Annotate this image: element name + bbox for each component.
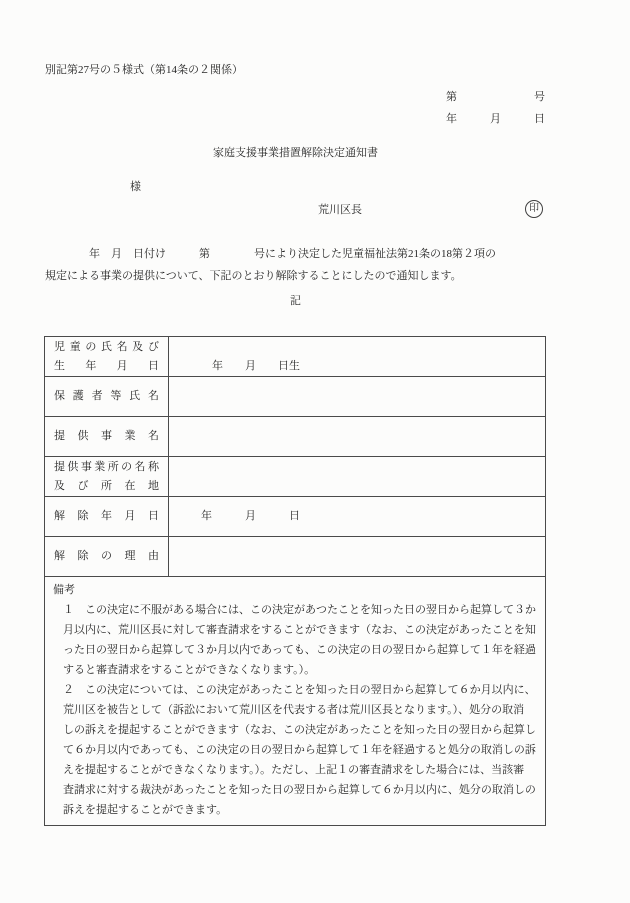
- text-line: 訴えを提起することができます。: [63, 804, 228, 816]
- remark-item-2: [53, 680, 537, 820]
- text-line: すると審査請求をすることができなくなります。）。: [63, 664, 316, 676]
- remarks-section: [45, 577, 545, 825]
- doc-number-line: 第 号: [446, 91, 545, 103]
- value-line: 年 月 日生: [179, 359, 300, 372]
- doc-number-block: [45, 86, 546, 130]
- value-provider-name-address: [169, 457, 545, 496]
- label-service-name: [45, 417, 169, 456]
- value-cancellation-date: [169, 497, 545, 536]
- text-line: しの訴えを提起することができます（なお、この決定があったことを知った日の翌日から起算し: [63, 724, 536, 736]
- value-cancellation-reason: [169, 537, 545, 576]
- label-guardian-name: [45, 377, 169, 416]
- issuer-name: 荒川区長: [318, 204, 362, 216]
- text-line: 年 月 日付け 第 号により決定した児童福祉法第21条の18第２項の: [45, 248, 496, 260]
- table-row-cancellation-date: [45, 497, 545, 537]
- text-line: １ この決定に不服がある場合には、この決定があつたことを知った日の翌日から起算して３か: [63, 604, 536, 616]
- form-code: 別記第27号の５様式（第14条の２関係）: [45, 64, 243, 76]
- sender-row: [45, 200, 546, 220]
- label-line: 保 護 者 等 氏 名: [54, 390, 159, 402]
- seal-icon: 印: [525, 200, 543, 218]
- table-row-guardian-name: [45, 377, 545, 417]
- doc-date-line: 年 月 日: [446, 113, 545, 125]
- label-line: 及 び 所 在 地: [54, 479, 159, 492]
- label-child-name-dob: [45, 337, 169, 376]
- addressee-honorific: 様: [130, 181, 141, 193]
- label-cancellation-date: [45, 497, 169, 536]
- label-line: 解 除 年 月 日: [54, 510, 159, 522]
- value-child-name-dob: [169, 337, 545, 376]
- value-guardian-name: [169, 377, 545, 416]
- text-line: 月以内に、荒川区長に対して審査請求をすることができます（なお、この決定があったことを知: [63, 624, 536, 636]
- value-line: [179, 387, 535, 406]
- text-line: った日の翌日から起算して３か月以内であっても、この決定の日の翌日から起算して１年を経過: [63, 644, 536, 656]
- label-line: 提 供 事 業 名: [54, 430, 159, 442]
- label-line: 児 童 の 氏 名 及 び: [54, 340, 159, 353]
- details-table: [44, 336, 546, 826]
- document-title: 家庭支援事業措置解除決定通知書: [213, 147, 378, 159]
- text-line: ２ この決定については、この決定があったことを知った日の翌日から起算して６か月以内に、: [63, 684, 536, 696]
- text-line: 荒川区を被告として（訴訟において荒川区を代表する者は荒川区長となります。）、処分の取消: [63, 704, 525, 716]
- table-row-child-name-dob: [45, 337, 545, 377]
- ki-marker: 記: [290, 295, 301, 307]
- value-service-name: [169, 417, 545, 456]
- value-line: [179, 547, 535, 566]
- table-row-provider-name-address: [45, 457, 545, 497]
- label-provider-name-address: [45, 457, 169, 496]
- document-content: [45, 0, 546, 826]
- text-line: 規定による事業の提供について、下記のとおり解除することにしたので通知します。: [45, 270, 462, 282]
- value-line: 年 月 日: [179, 510, 300, 522]
- label-line: 解 除 の 理 由: [54, 550, 159, 562]
- label-line: 生 年 月 日: [54, 359, 159, 372]
- text-line: て６か月以内であっても、この決定の日の翌日から起算して１年を経過すると処分の取消しの訴: [63, 744, 536, 756]
- remarks-label: 備考: [53, 584, 75, 596]
- label-cancellation-reason: [45, 537, 169, 576]
- label-line: 提 供 事 業 所 の 名 称: [54, 460, 159, 473]
- notice-body: [45, 243, 546, 287]
- value-line: [179, 338, 535, 357]
- text-line: 査請求に対する裁決があったことを知った日の翌日から起算して６か月以内に、処分の取消しの: [63, 784, 536, 796]
- remark-item-1: [53, 600, 537, 680]
- value-line: [179, 427, 535, 446]
- value-line: [179, 467, 535, 486]
- table-row-service-name: [45, 417, 545, 457]
- text-line: えを提起することができなくなります。）。ただし、上記１の審査請求をした場合には、当該審: [63, 764, 525, 776]
- table-row-cancellation-reason: [45, 537, 545, 577]
